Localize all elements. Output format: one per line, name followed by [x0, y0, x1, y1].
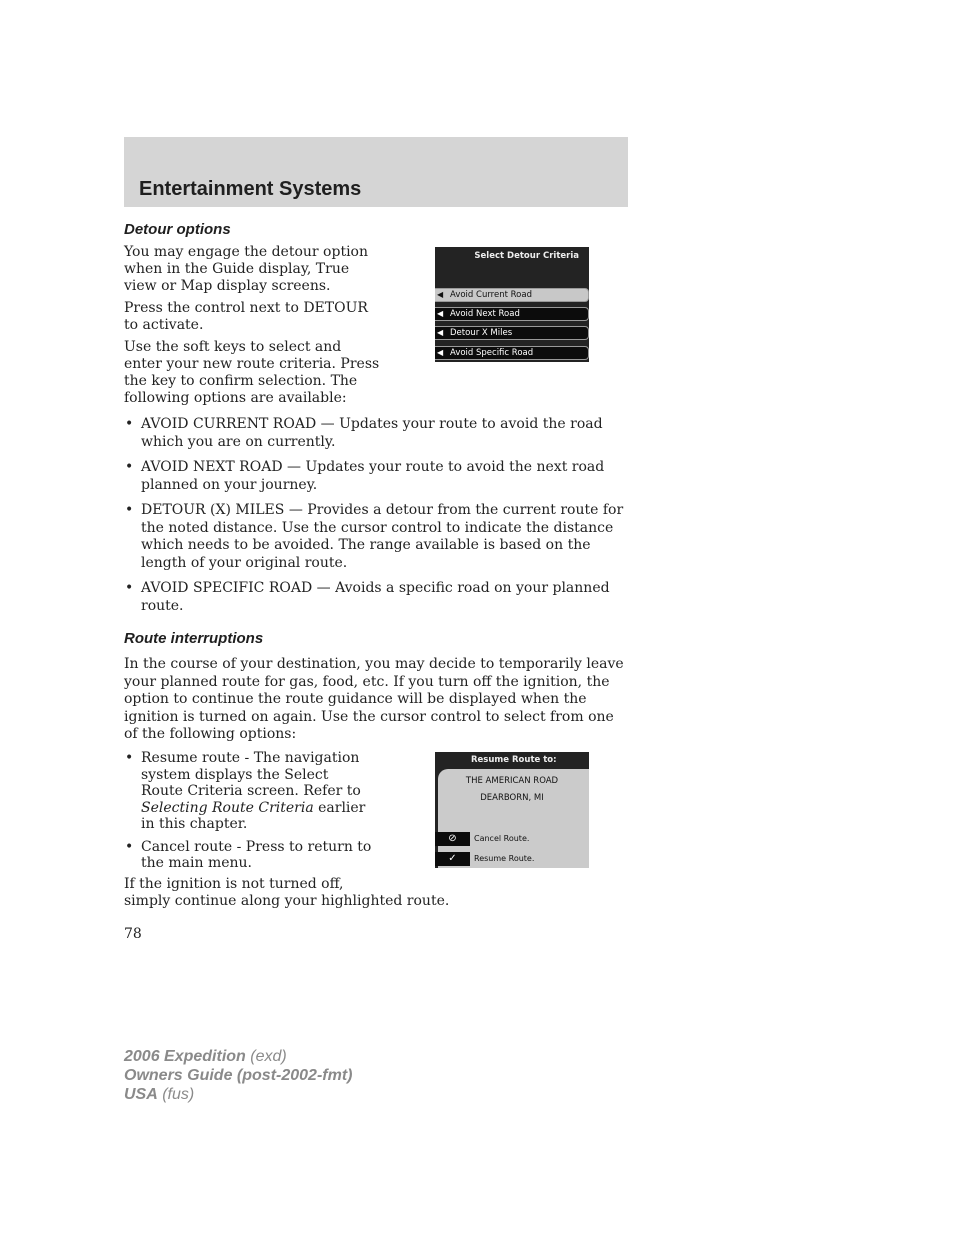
resume-screen-title: Resume Route to: [471, 755, 557, 765]
check-mark-icon: ✓ [448, 853, 457, 864]
list-item: • DETOUR (X) MILES — Provides a detour from the current route for the noted distance. Use the cursor control to indicate the distance which needs to be avoided. The range available is based on the length of your original route. [125, 502, 624, 571]
no-symbol-icon: ⊘ [448, 833, 457, 844]
detour-heading: Detour options [124, 221, 231, 238]
chapter-title: Entertainment Systems [139, 178, 362, 200]
left-arrow-icon: ◀ [437, 309, 444, 318]
document-footer: 2006 Expedition (exd) Owners Guide (post-2002-fmt) USA (fus) [124, 1048, 353, 1103]
detour-option-label: Avoid Current Road [450, 290, 532, 300]
detour-paragraph-3: Use the soft keys to select and enter your new route criteria. Press the key to confirm selection. The following options are available: [124, 339, 380, 406]
route-intro-paragraph: In the course of your destination, you may decide to temporarily leave your planned route for gas, food, etc. If you turn off the ignition, the option to continue the route guidance will be displayed when the ignition is turned on again. Use the cursor control to select from one of the following options: [124, 656, 624, 742]
left-arrow-icon: ◀ [437, 328, 444, 337]
detour-option-label: Detour X Miles [450, 328, 513, 338]
left-arrow-icon: ◀ [437, 348, 444, 357]
list-item: • Cancel route - Press to return to the main menu. [125, 838, 372, 871]
route-options-list [124, 750, 374, 880]
page-number: 78 [124, 926, 142, 942]
destination-line-1: THE AMERICAN ROAD [465, 776, 559, 786]
detour-option-avoid-next-road[interactable] [435, 307, 589, 321]
detour-criteria-screen [435, 247, 589, 362]
list-item: • AVOID NEXT ROAD — Updates your route to avoid the next road planned on your journey. [125, 459, 605, 493]
cancel-route-label: Cancel Route. [474, 834, 530, 843]
list-item: • AVOID CURRENT ROAD — Updates your route to avoid the road which you are on currently. [125, 416, 603, 450]
resume-route-label: Resume Route. [474, 854, 535, 863]
resume-route-button[interactable] [435, 852, 470, 866]
detour-paragraph-2: Press the control next to DETOUR to activate. [124, 300, 368, 333]
resume-route-screen [435, 752, 589, 868]
cancel-route-button[interactable] [435, 832, 470, 846]
detour-paragraph-1: You may engage the detour option when in the Guide display, True view or Map display screens. [124, 244, 368, 294]
detour-options-list [124, 416, 628, 623]
detour-option-label: Avoid Specific Road [450, 348, 534, 358]
detour-option-label: Avoid Next Road [450, 309, 520, 319]
detour-option-detour-x-miles[interactable] [435, 326, 589, 340]
list-item: • Resume route - The navigation system displays the Select Route Criteria screen. Refer to Selecting Route Criteria earlier in this chapter. [125, 750, 366, 832]
detour-option-avoid-current-road[interactable] [435, 288, 589, 302]
detour-screen-title: Select Detour Criteria [474, 251, 579, 261]
route-interruptions-heading: Route interruptions [124, 630, 264, 647]
destination-line-2: DEARBORN, MI [480, 793, 544, 803]
list-item: • AVOID SPECIFIC ROAD — Avoids a specific road on your planned route. [125, 580, 610, 614]
route-closing-text: If the ignition is not turned off, simply continue along your highlighted route. [124, 876, 450, 909]
left-arrow-icon: ◀ [437, 290, 444, 299]
detour-option-avoid-specific-road[interactable] [435, 346, 589, 360]
